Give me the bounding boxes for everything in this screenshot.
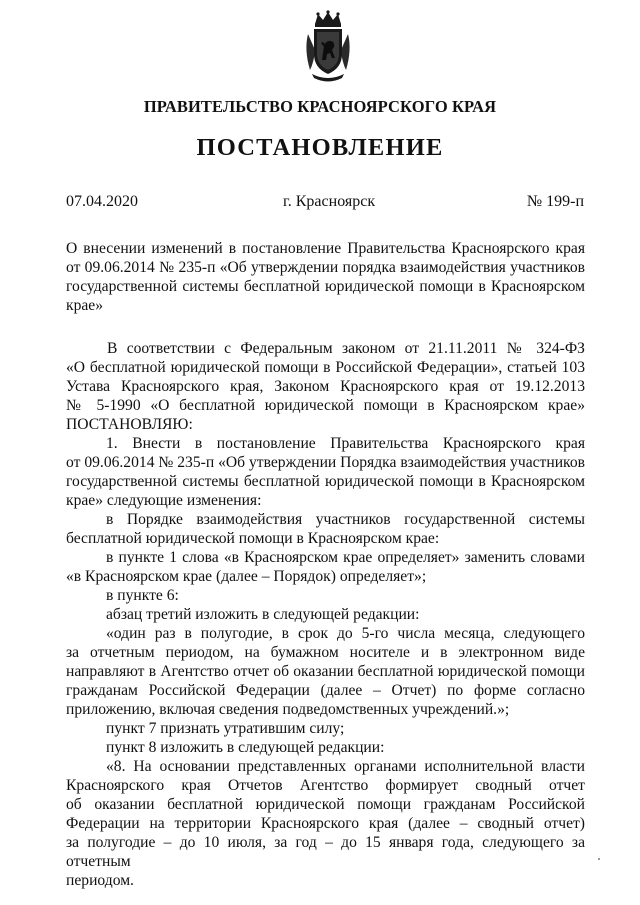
body-line: государственной системы бесплатной юридической помощи в Красноярском (66, 473, 585, 490)
document-date: 07.04.2020 (66, 193, 138, 210)
document-title (66, 239, 585, 315)
title-line: О внесении изменений в постановление Правительства Красноярского края (66, 240, 585, 257)
body-line: в пункте 1 слова «в Красноярском крае определяет» заменить словами (106, 549, 585, 566)
body-line: за отчетным периодом, на бумажном носителе и в электронном виде (66, 644, 585, 661)
body-line: приложению, включая сведения подведомственных учреждений.»; (66, 701, 510, 718)
body-line: ПОСТАНОВЛЯЮ: (66, 416, 193, 433)
body-line: «в Красноярском крае (далее – Порядок) определяет»; (66, 568, 427, 585)
body-line: «О бесплатной юридической помощи в Российской Федерации», статьей 103 (66, 359, 585, 376)
body-line: бесплатной юридической помощи в Красноярском крае: (66, 530, 440, 547)
body-line: «один раз в полугодие, в срок до 5-го числа месяца, следующего (106, 625, 585, 642)
coat-of-arms-icon (304, 10, 352, 86)
scan-speck (598, 858, 600, 860)
body-line: от 09.06.2014 № 235-п «Об утверждении Порядка взаимодействия участников (66, 454, 585, 471)
document-body (66, 339, 585, 890)
body-line: крае» следующие изменения: (66, 492, 262, 509)
body-line: Красноярского края Отчетов Агентство формирует сводный отчет (66, 777, 585, 794)
document-city: г. Красноярск (283, 193, 376, 210)
body-line: В соответствии с Федеральным законом от 21.11.2011 № 324-ФЗ (107, 340, 585, 357)
title-line: крае» (66, 297, 104, 314)
document-number: № 199-п (526, 193, 584, 210)
body-line: № 5-1990 «О бесплатной юридической помощи в Красноярском крае» (66, 397, 585, 414)
body-line: абзац третий изложить в следующей редакции: (106, 606, 420, 623)
body-line: пункт 8 изложить в следующей редакции: (106, 739, 385, 756)
body-line: пункт 7 признать утратившим силу; (106, 720, 345, 737)
document-type: ПОСТАНОВЛЕНИЕ (196, 134, 444, 161)
body-line: «8. На основании представленных органами исполнительной власти (106, 758, 585, 775)
body-line: 1. Внести в постановление Правительства Красноярского края (106, 435, 585, 452)
title-line: государственной системы бесплатной юридической помощи в Красноярском (66, 278, 585, 295)
title-line: от 09.06.2014 № 235-п «Об утверждении порядка взаимодействия участников (66, 259, 585, 276)
body-line: в пункте 6: (106, 587, 179, 604)
body-line: Устава Красноярского края, Законом Красноярского края от 19.12.2013 (66, 378, 585, 395)
body-line: гражданам Российской Федерации (далее – Отчет) по форме согласно (66, 682, 585, 699)
body-line: в Порядке взаимодействия участников государственной системы (106, 511, 585, 528)
body-line: периодом. (66, 872, 134, 889)
body-line: за полугодие – до 10 июля, за год – до 15 января года, следующего за отчетным (66, 834, 585, 870)
government-name: ПРАВИТЕЛЬСТВО КРАСНОЯРСКОГО КРАЯ (143, 97, 497, 116)
body-line: направляют в Агентство отчет об оказании бесплатной юридической помощи (66, 663, 585, 680)
body-line: Федерации на территории Красноярского края (далее – сводный отчет) (66, 815, 585, 832)
body-line: об оказании бесплатной юридической помощи гражданам Российской (66, 796, 585, 813)
